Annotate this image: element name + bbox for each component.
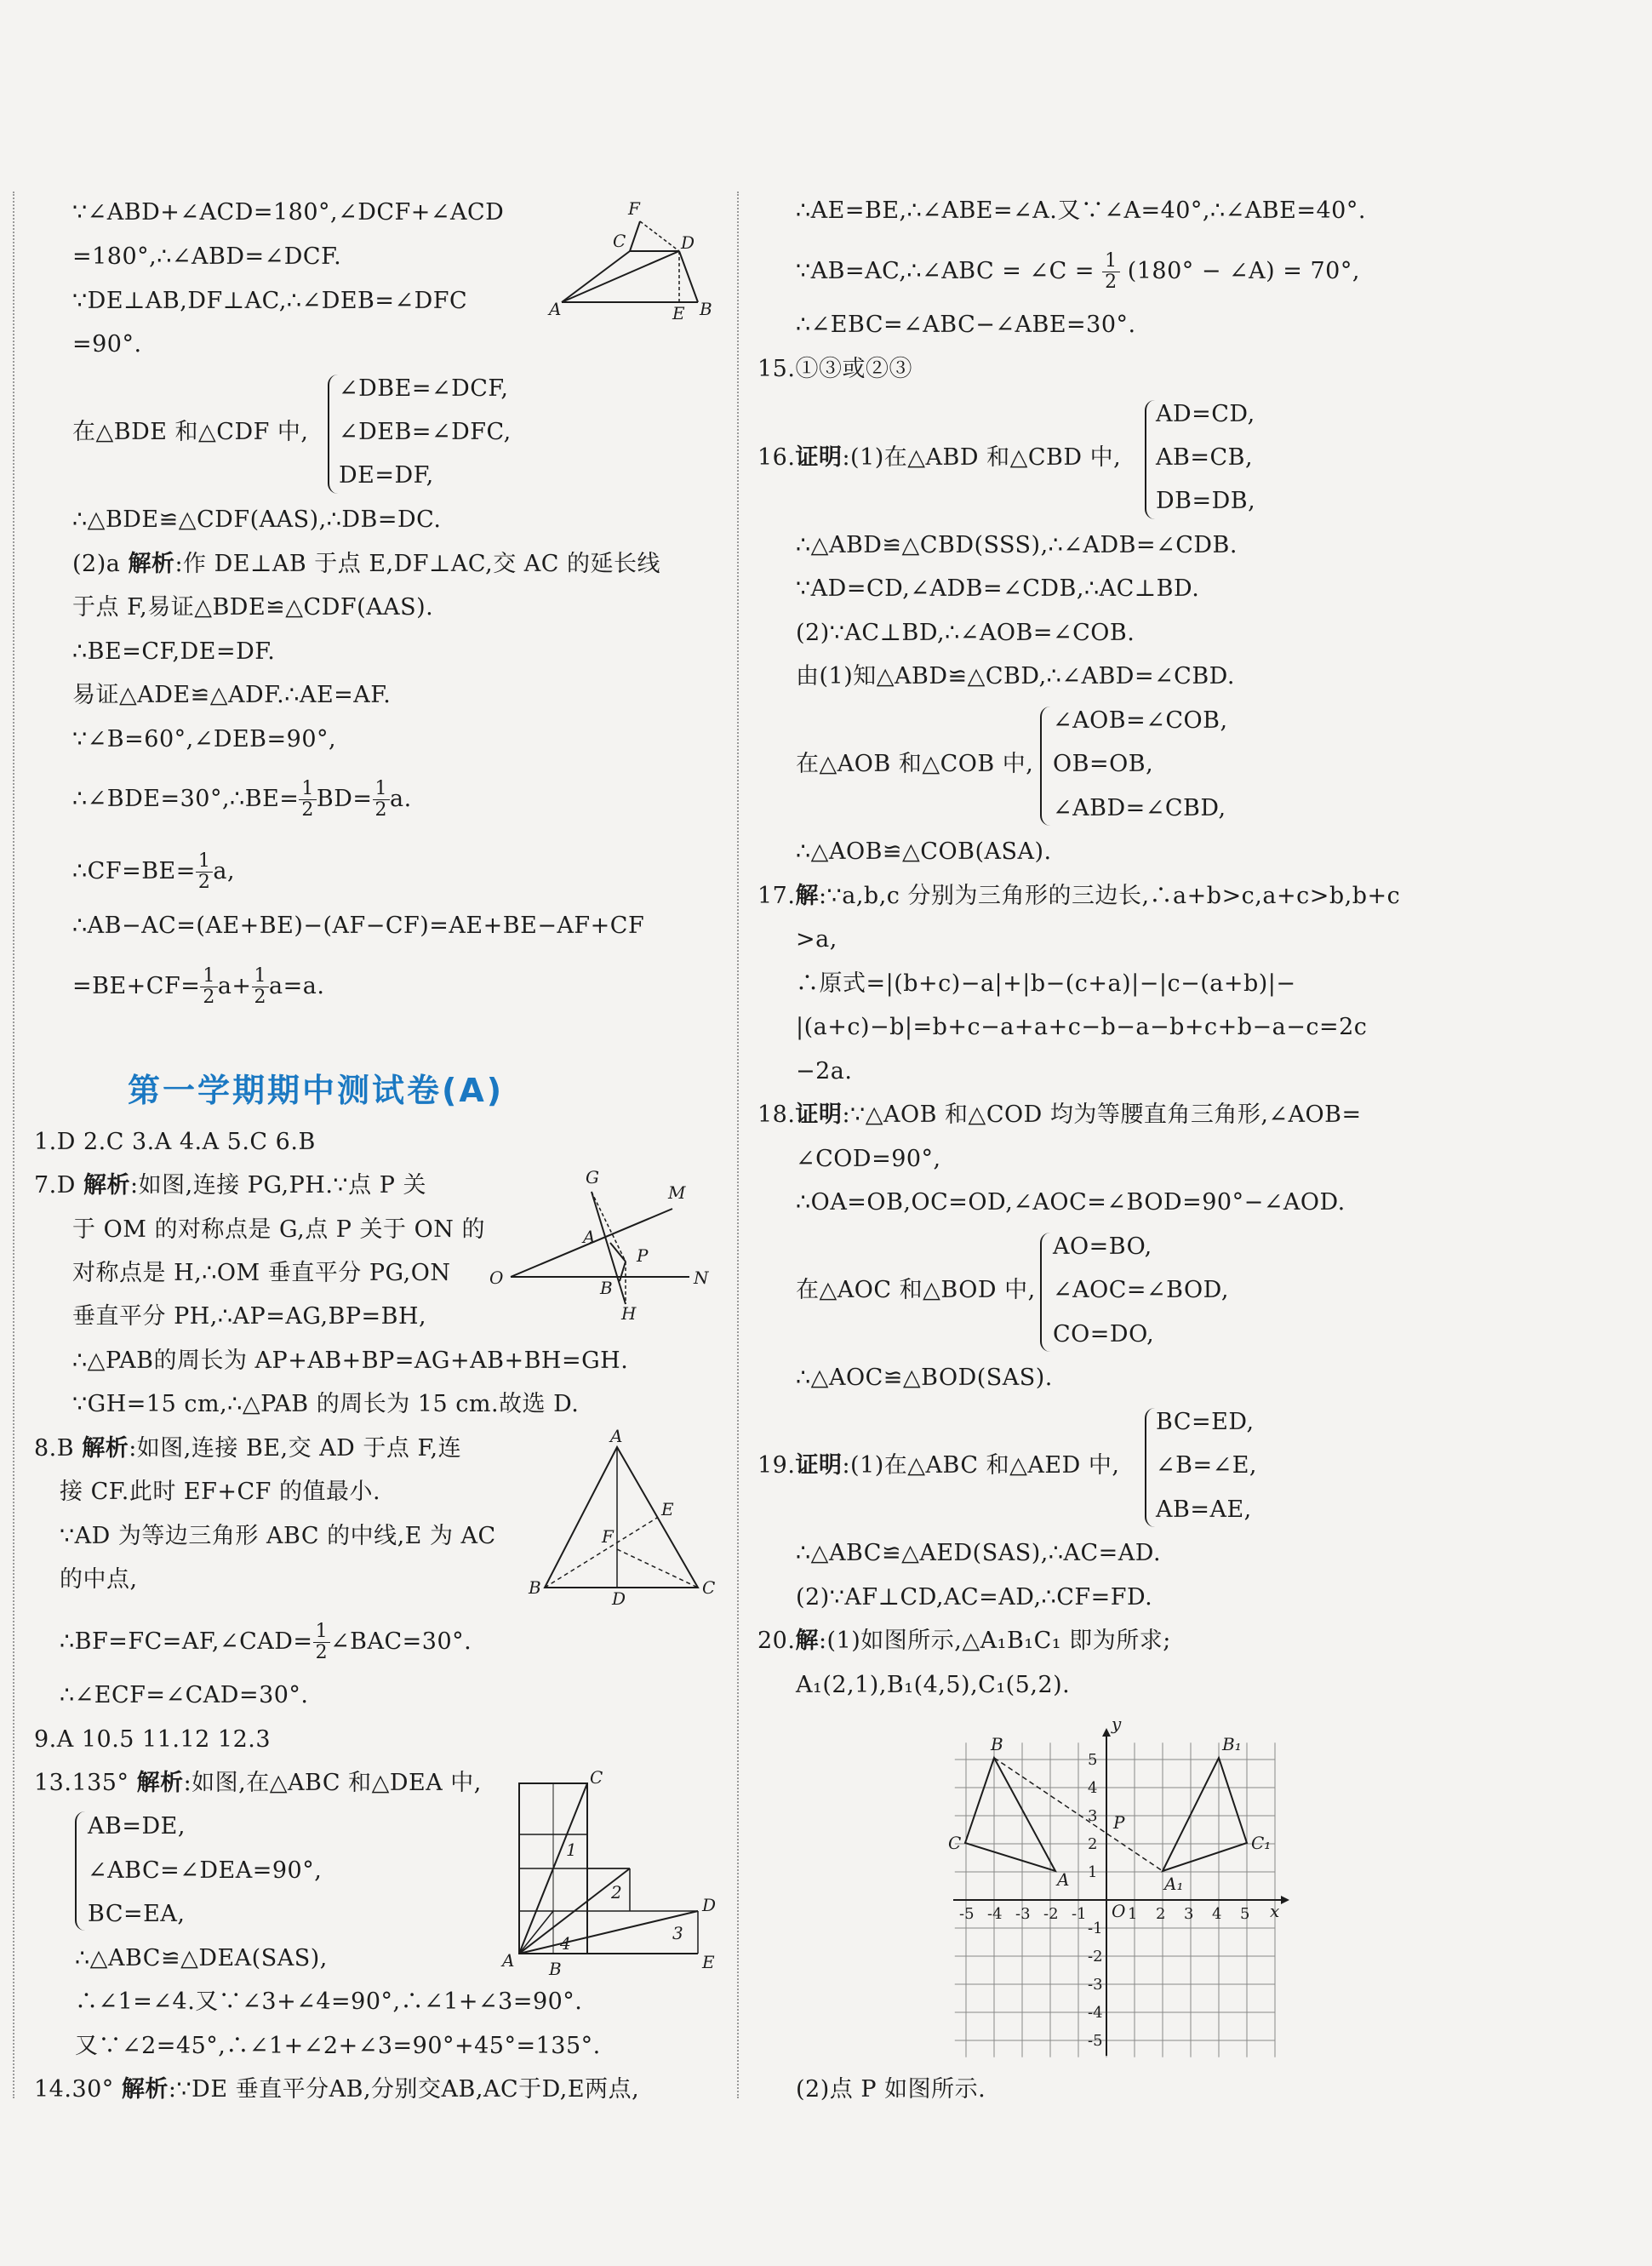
text-line: (2)a 解析:作 DE⊥AB 于点 E,DF⊥AC,交 AC 的延长线 xyxy=(72,551,661,577)
text-line: 20.解:(1)如图所示,△A₁B₁C₁ 即为所求; xyxy=(757,1628,1171,1654)
condition: DE=DF, xyxy=(339,462,434,489)
condition: AB=AE, xyxy=(1156,1496,1252,1523)
fig-label: C xyxy=(702,1577,716,1598)
y-tick-label: -1 xyxy=(1088,1920,1103,1937)
fig-label: O xyxy=(1112,1901,1126,1921)
section-title: 第一学期期中测试卷(A) xyxy=(128,1072,505,1109)
fig-label: A xyxy=(502,1950,515,1971)
text-line: (2)点 P 如图所示. xyxy=(796,2076,986,2103)
answer-line: 9.A 10.5 11.12 12.3 xyxy=(34,1726,272,1753)
text-line: ∴AE=BE,∴∠ABE=∠A.又∵∠A=40°,∴∠ABE=40°. xyxy=(796,197,1366,224)
fraction: $\frac{1}{2}$ xyxy=(196,851,214,893)
y-tick-label: 2 xyxy=(1088,1835,1098,1853)
figure-grid-angles xyxy=(494,1767,723,1979)
condition: ∠AOB=∠COB, xyxy=(1053,707,1228,734)
fig-label: 2 xyxy=(611,1882,622,1903)
x-tick-label: 5 xyxy=(1240,1905,1250,1923)
text-line: 13.135° 解析:如图,在△ABC 和△DEA 中, xyxy=(34,1770,482,1796)
fig-label: C₁ xyxy=(1251,1833,1272,1853)
y-tick-label: -3 xyxy=(1088,1976,1103,1994)
condition: ∠AOC=∠BOD, xyxy=(1053,1277,1229,1303)
x-tick-label: -4 xyxy=(987,1905,1003,1923)
fig-label: F xyxy=(602,1526,614,1547)
text-line: 在△BDE 和△CDF 中, xyxy=(72,419,309,445)
y-tick-label: -2 xyxy=(1088,1948,1103,1966)
text-line: 由(1)知△ABD≌△CBD,∴∠ABD=∠CBD. xyxy=(796,663,1235,690)
text-line: 在△AOC 和△BOD 中, xyxy=(796,1277,1036,1303)
x-tick-label: -2 xyxy=(1043,1905,1059,1923)
text-line: 于 OM 的对称点是 G,点 P 关于 ON 的 xyxy=(72,1216,485,1243)
text-line: 接 CF.此时 EF+CF 的值最小. xyxy=(60,1479,381,1505)
text-line: ∴△ABC≌△DEA(SAS), xyxy=(75,1945,328,1971)
middle-column-rule xyxy=(737,192,739,2098)
condition: ∠B=∠E, xyxy=(1156,1452,1258,1479)
text-line: A₁(2,1),B₁(4,5),C₁(5,2). xyxy=(796,1672,1071,1698)
fraction: $\frac{1}{2}$ xyxy=(252,966,270,1008)
condition: CO=DO, xyxy=(1053,1321,1155,1348)
text-line: ∴OA=OB,OC=OD,∠AOC=∠BOD=90°−∠AOD. xyxy=(796,1189,1346,1216)
fig-label: A xyxy=(610,1426,623,1446)
fig-label: A xyxy=(583,1227,596,1247)
text-line: ∴△AOC≌△BOD(SAS). xyxy=(796,1365,1053,1391)
text-line: 8.B 解析:如图,连接 BE,交 AD 于点 F,连 xyxy=(34,1435,462,1462)
x-tick-labels xyxy=(959,1905,1249,1923)
figure-triangle-dcf xyxy=(545,196,732,323)
fig-label: M xyxy=(668,1182,686,1203)
fig-label: 4 xyxy=(560,1933,571,1954)
condition: AD=CD, xyxy=(1156,401,1255,427)
fraction: $\frac{1}{2}$ xyxy=(373,779,391,821)
condition: AB=CB, xyxy=(1156,444,1254,471)
text-line: 17.解:∵a,b,c 分别为三角形的三边长,∴a+b>c,a+c>b,b+c xyxy=(757,883,1401,909)
brace xyxy=(1145,400,1155,519)
text-line: 的中点, xyxy=(60,1566,138,1593)
text-line: =90°. xyxy=(72,331,142,358)
y-tick-label: 1 xyxy=(1088,1863,1098,1881)
triangle-a1b1c1 xyxy=(1163,1758,1247,1871)
text-line: 14.30° 解析:∵DE 垂直平分AB,分别交AB,AC于D,E两点, xyxy=(34,2076,640,2103)
fig-label: B xyxy=(549,1959,562,1979)
text-line: 垂直平分 PH,∴AP=AG,BP=BH, xyxy=(72,1303,427,1330)
text-line: ∵∠ABD+∠ACD=180°,∠DCF+∠ACD xyxy=(72,199,505,226)
brace xyxy=(1040,1233,1050,1352)
fig-label: E xyxy=(661,1499,674,1519)
x-tick-label: -5 xyxy=(959,1905,975,1923)
fig-label: B xyxy=(600,1278,613,1298)
figure-reflection xyxy=(485,1166,715,1324)
brace xyxy=(1040,707,1050,826)
fig-label: C xyxy=(948,1833,962,1853)
fraction: $\frac{1}{2}$ xyxy=(299,779,317,821)
text-line: >a, xyxy=(796,926,837,953)
condition: ∠DBE=∠DCF, xyxy=(339,375,509,402)
left-column-rule xyxy=(13,192,14,2098)
fig-label: B xyxy=(991,1734,1003,1754)
text-line: ∴∠ECF=∠CAD=30°. xyxy=(60,1682,309,1708)
condition: BC=ED, xyxy=(1156,1409,1255,1435)
fig-label: D xyxy=(612,1588,626,1609)
text-line: ∴△PAB的周长为 AP+AB+BP=AG+AB+BH=GH. xyxy=(72,1348,629,1374)
text-line: ∵AB=AC,∴∠ABC = ∠C = $\frac{1}{2}$ (180° − ∠A) = 70°, xyxy=(796,250,1360,293)
text-line: ∴△BDE≌△CDF(AAS),∴DB=DC. xyxy=(72,506,442,533)
fig-label: A xyxy=(549,299,562,319)
text-line: 7.D 解析:如图,连接 PG,PH.∵点 P 关 xyxy=(34,1172,426,1199)
text-line: |(a+c)−b|=b+c−a+a+c−b−a−b+c+b−a−c=2c xyxy=(796,1014,1368,1040)
condition: AB=DE, xyxy=(88,1813,186,1840)
answer-line: 1.D 2.C 3.A 4.A 5.C 6.B xyxy=(34,1129,316,1155)
figure-coordinate-grid xyxy=(948,1714,1294,2060)
fig-label: P xyxy=(1113,1812,1125,1833)
fig-label: 1 xyxy=(566,1840,577,1860)
x-tick-label: 3 xyxy=(1184,1905,1194,1923)
x-tick-label: 4 xyxy=(1212,1905,1222,1923)
text-line: ∵AD=CD,∠ADB=∠CDB,∴AC⊥BD. xyxy=(796,575,1200,602)
text-line: 易证△ADE≌△ADF.∴AE=AF. xyxy=(72,682,392,708)
text-line: ∵GH=15 cm,∴△PAB 的周长为 15 cm.故选 D. xyxy=(72,1391,580,1417)
x-tick-label: -3 xyxy=(1015,1905,1031,1923)
x-axis-arrow xyxy=(1281,1896,1289,1904)
fig-label: O xyxy=(489,1267,504,1288)
text-line: 19.证明:(1)在△ABC 和△AED 中, xyxy=(757,1452,1120,1479)
figure-equilateral xyxy=(523,1426,719,1609)
fig-label: E xyxy=(672,303,685,323)
text-line: 16.证明:(1)在△ABD 和△CBD 中, xyxy=(757,444,1122,471)
text-line: ∠COD=90°, xyxy=(796,1146,941,1172)
text-line: ∴原式=|(b+c)−a|+|b−(c+a)|−|c−(a+b)|− xyxy=(796,970,1296,997)
fig-label: B xyxy=(529,1577,541,1598)
triangle-abc xyxy=(965,1758,1055,1871)
text-line: ∵DE⊥AB,DF⊥AC,∴∠DEB=∠DFC xyxy=(72,288,468,314)
text-line: ∴∠EBC=∠ABC−∠ABE=30°. xyxy=(796,312,1136,338)
text-line: 在△AOB 和△COB 中, xyxy=(796,751,1034,777)
brace xyxy=(328,375,338,494)
text-line: ∵AD 为等边三角形 ABC 的中线,E 为 AC xyxy=(60,1523,496,1549)
text-line: =180°,∴∠ABD=∠DCF. xyxy=(72,243,342,270)
text-line: ∴△ABD≌△CBD(SSS),∴∠ADB=∠CDB. xyxy=(796,532,1238,558)
condition: ∠DEB=∠DFC, xyxy=(339,419,512,445)
condition: AO=BO, xyxy=(1053,1233,1152,1260)
text-line: ∵∠B=60°,∠DEB=90°, xyxy=(72,726,337,752)
condition: OB=OB, xyxy=(1053,751,1154,777)
y-tick-label: -5 xyxy=(1088,2032,1103,2050)
condition: DB=DB, xyxy=(1156,488,1256,514)
text-line: ∴△ABC≌△AED(SAS),∴AC=AD. xyxy=(796,1540,1162,1566)
fig-label: A xyxy=(1057,1869,1070,1890)
y-tick-label: -4 xyxy=(1088,2004,1103,2022)
brace xyxy=(75,1811,85,1931)
fig-label: x xyxy=(1270,1901,1280,1921)
text-line: 于点 F,易证△BDE≌△CDF(AAS). xyxy=(72,594,434,621)
text-line: (2)∵AF⊥CD,AC=AD,∴CF=FD. xyxy=(796,1584,1153,1611)
fig-label: 3 xyxy=(672,1923,683,1943)
text-line: −2a. xyxy=(796,1058,853,1084)
text-line: ∴∠1=∠4.又∵∠3+∠4=90°,∴∠1+∠3=90°. xyxy=(75,1988,583,2015)
y-tick-label: 5 xyxy=(1088,1751,1098,1769)
text-line: ∴∠BDE=30°,∴BE= $\frac{1}{2}$ BD= $\frac{1}{2}$ a. xyxy=(72,778,412,821)
text-line: 对称点是 H,∴OM 垂直平分 PG,ON xyxy=(72,1260,451,1286)
text-line: ∴BF=FC=AF,∠CAD= $\frac{1}{2}$ ∠BAC=30°. xyxy=(60,1621,472,1663)
y-axis-arrow xyxy=(1102,1728,1111,1737)
condition: BC=EA, xyxy=(88,1901,186,1927)
condition: ∠ABC=∠DEA=90°, xyxy=(88,1857,323,1884)
fig-label: C xyxy=(590,1767,603,1788)
fraction: $\frac{1}{2}$ xyxy=(313,1622,331,1663)
brace xyxy=(1145,1408,1155,1527)
x-tick-label: 1 xyxy=(1128,1905,1138,1923)
text-line: ∴AB−AC=(AE+BE)−(AF−CF)=AE+BE−AF+CF xyxy=(72,913,645,939)
fig-label: F xyxy=(628,198,640,219)
x-tick-label: -1 xyxy=(1072,1905,1087,1923)
answer-line: 15.①③或②③ xyxy=(757,356,912,382)
fig-label: D xyxy=(681,232,695,253)
text-line: ∴△AOB≌△COB(ASA). xyxy=(796,838,1052,865)
text-line: ∴CF=BE= $\frac{1}{2}$ a, xyxy=(72,850,236,893)
text-line: (2)∵AC⊥BD,∴∠AOB=∠COB. xyxy=(796,620,1135,646)
fig-label: B₁ xyxy=(1222,1734,1242,1754)
fig-label: G xyxy=(586,1167,599,1187)
text-line: =BE+CF= $\frac{1}{2}$ a+ $\frac{1}{2}$ a=a. xyxy=(72,965,325,1008)
fig-label: N xyxy=(694,1267,709,1288)
text-line: 18.证明:∵△AOB 和△COD 均为等腰直角三角形,∠AOB= xyxy=(757,1102,1362,1128)
fig-label: H xyxy=(621,1303,637,1324)
fraction: $\frac{1}{2}$ xyxy=(200,966,218,1008)
fig-label: A₁ xyxy=(1164,1874,1184,1894)
fraction: $\frac{1}{2}$ xyxy=(1102,251,1120,293)
condition: ∠ABD=∠CBD, xyxy=(1053,795,1226,821)
fig-label: y xyxy=(1112,1714,1122,1734)
fig-label: E xyxy=(702,1952,715,1972)
x-tick-label: 2 xyxy=(1156,1905,1166,1923)
fig-label: P xyxy=(637,1245,649,1266)
fig-label: D xyxy=(702,1895,717,1915)
fig-label: C xyxy=(613,231,626,251)
y-tick-label: 4 xyxy=(1088,1779,1098,1797)
y-tick-label: 3 xyxy=(1088,1807,1098,1825)
fig-label: B xyxy=(700,299,712,319)
text-line: ∴BE=CF,DE=DF. xyxy=(72,638,276,665)
text-line: 又∵∠2=45°,∴∠1+∠2+∠3=90°+45°=135°. xyxy=(75,2033,601,2059)
